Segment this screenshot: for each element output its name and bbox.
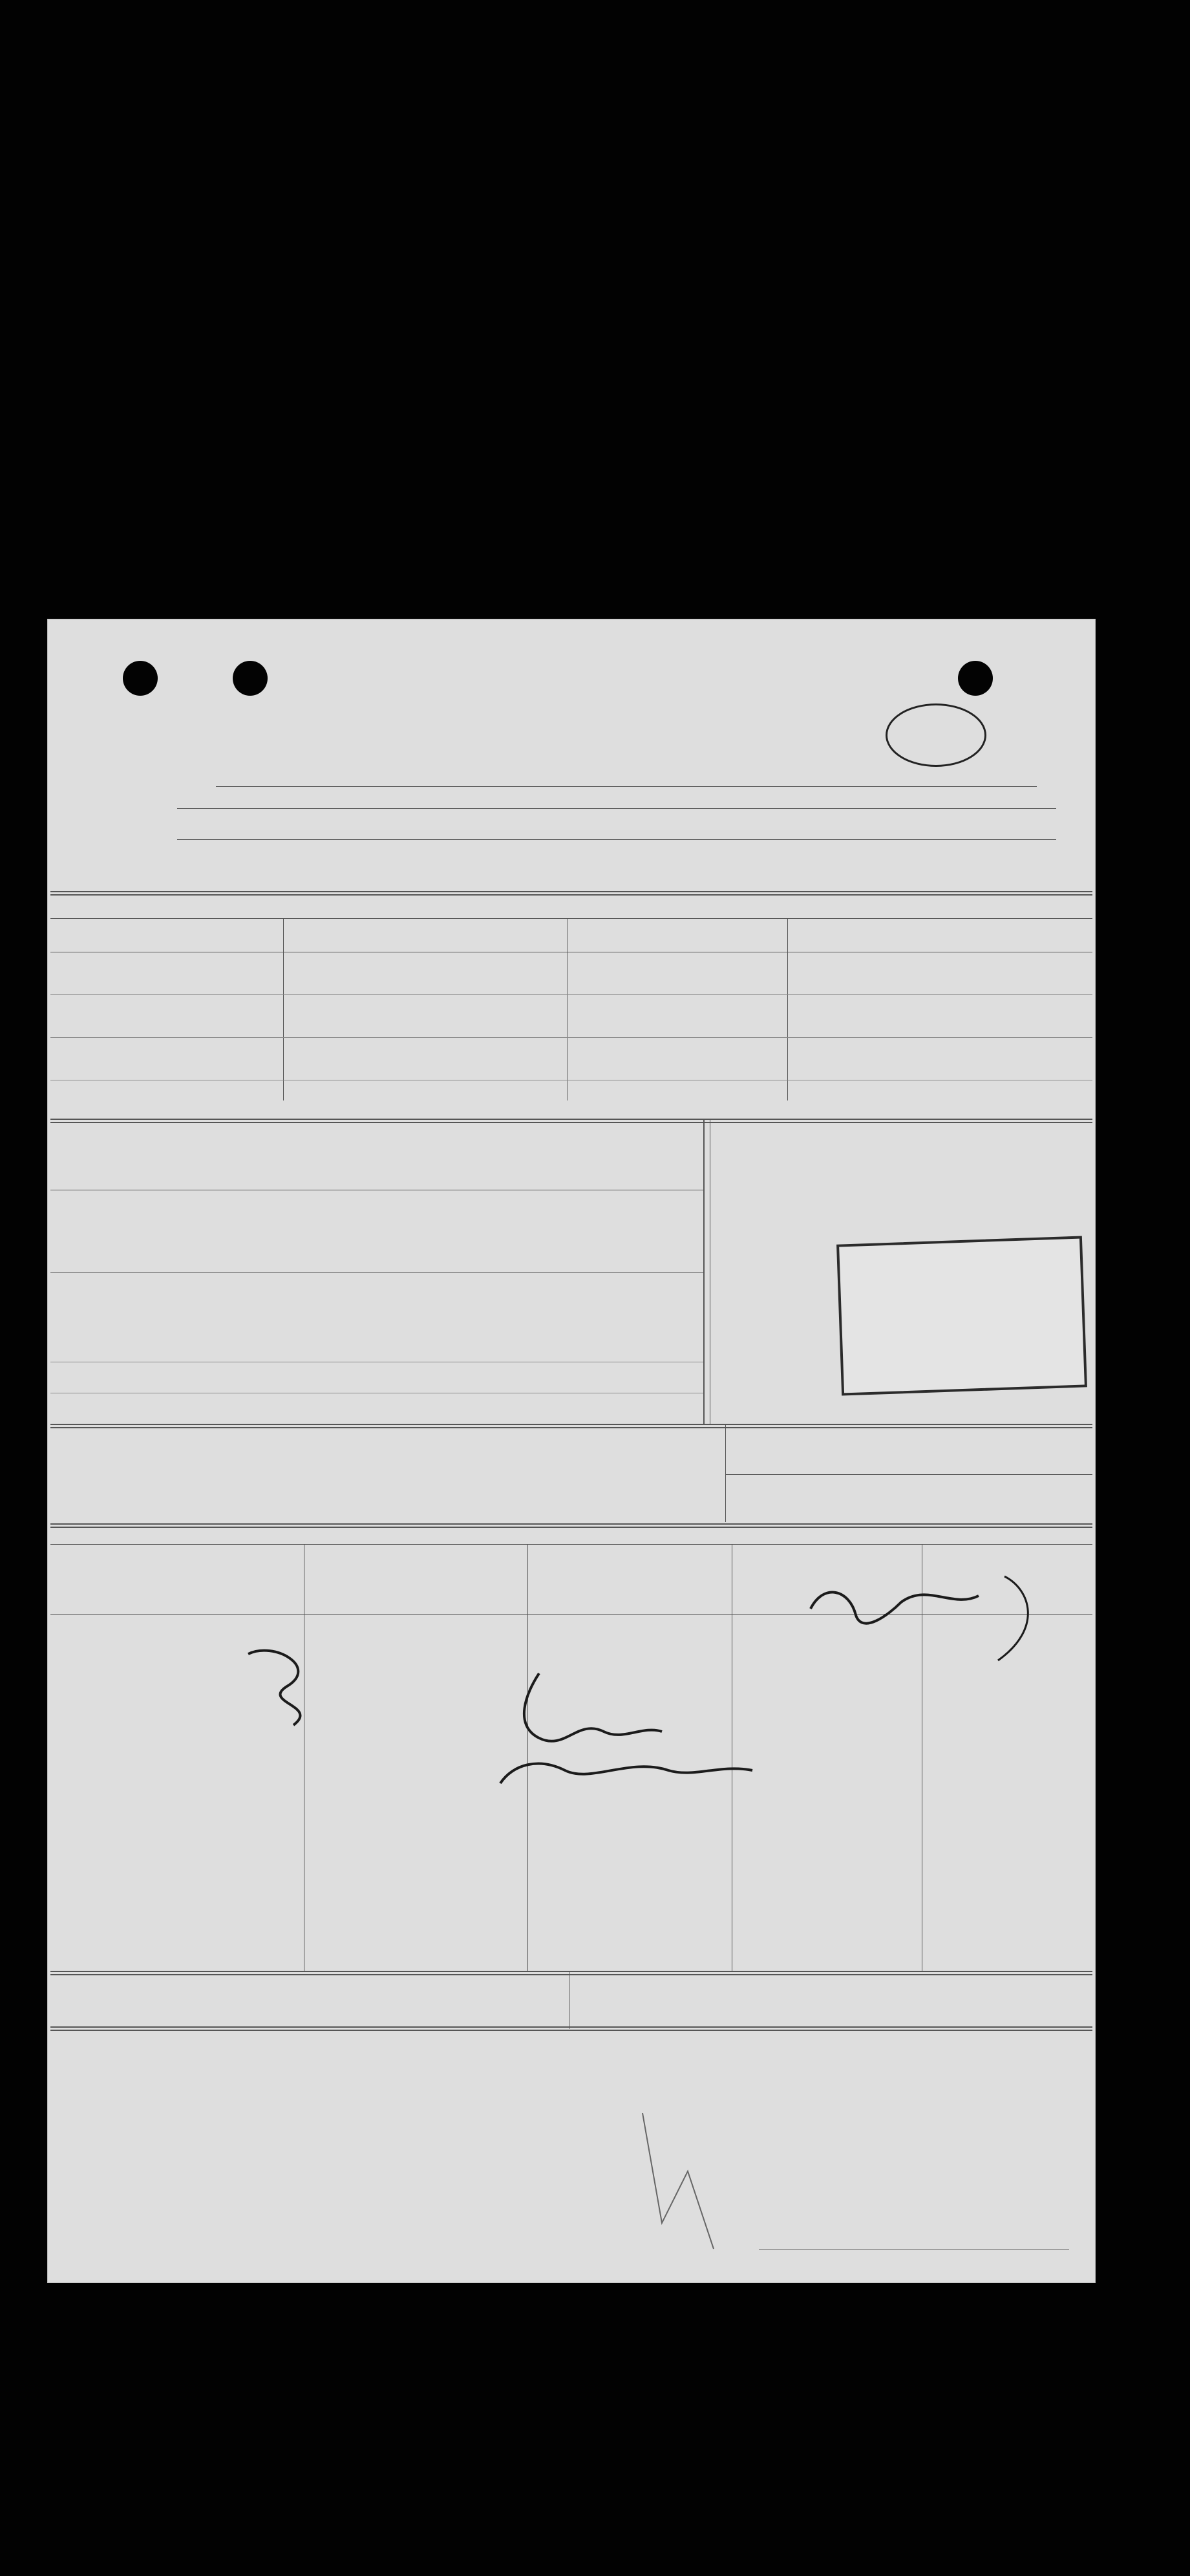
stamp-dept	[840, 1245, 1080, 1254]
scribble-mark	[617, 2094, 772, 2262]
stamp-city	[843, 1338, 1083, 1346]
admitted-stamp	[836, 1236, 1087, 1395]
handwriting-marks	[48, 1538, 1095, 1835]
page-number-circle	[886, 703, 986, 767]
general-declaration-document	[48, 619, 1095, 2282]
stamp-service	[843, 1355, 1083, 1363]
stamp-date	[842, 1301, 1082, 1309]
punch-hole	[233, 661, 268, 696]
punch-hole	[958, 661, 993, 696]
punch-hole	[123, 661, 158, 696]
stamp-admitted	[840, 1265, 1081, 1273]
